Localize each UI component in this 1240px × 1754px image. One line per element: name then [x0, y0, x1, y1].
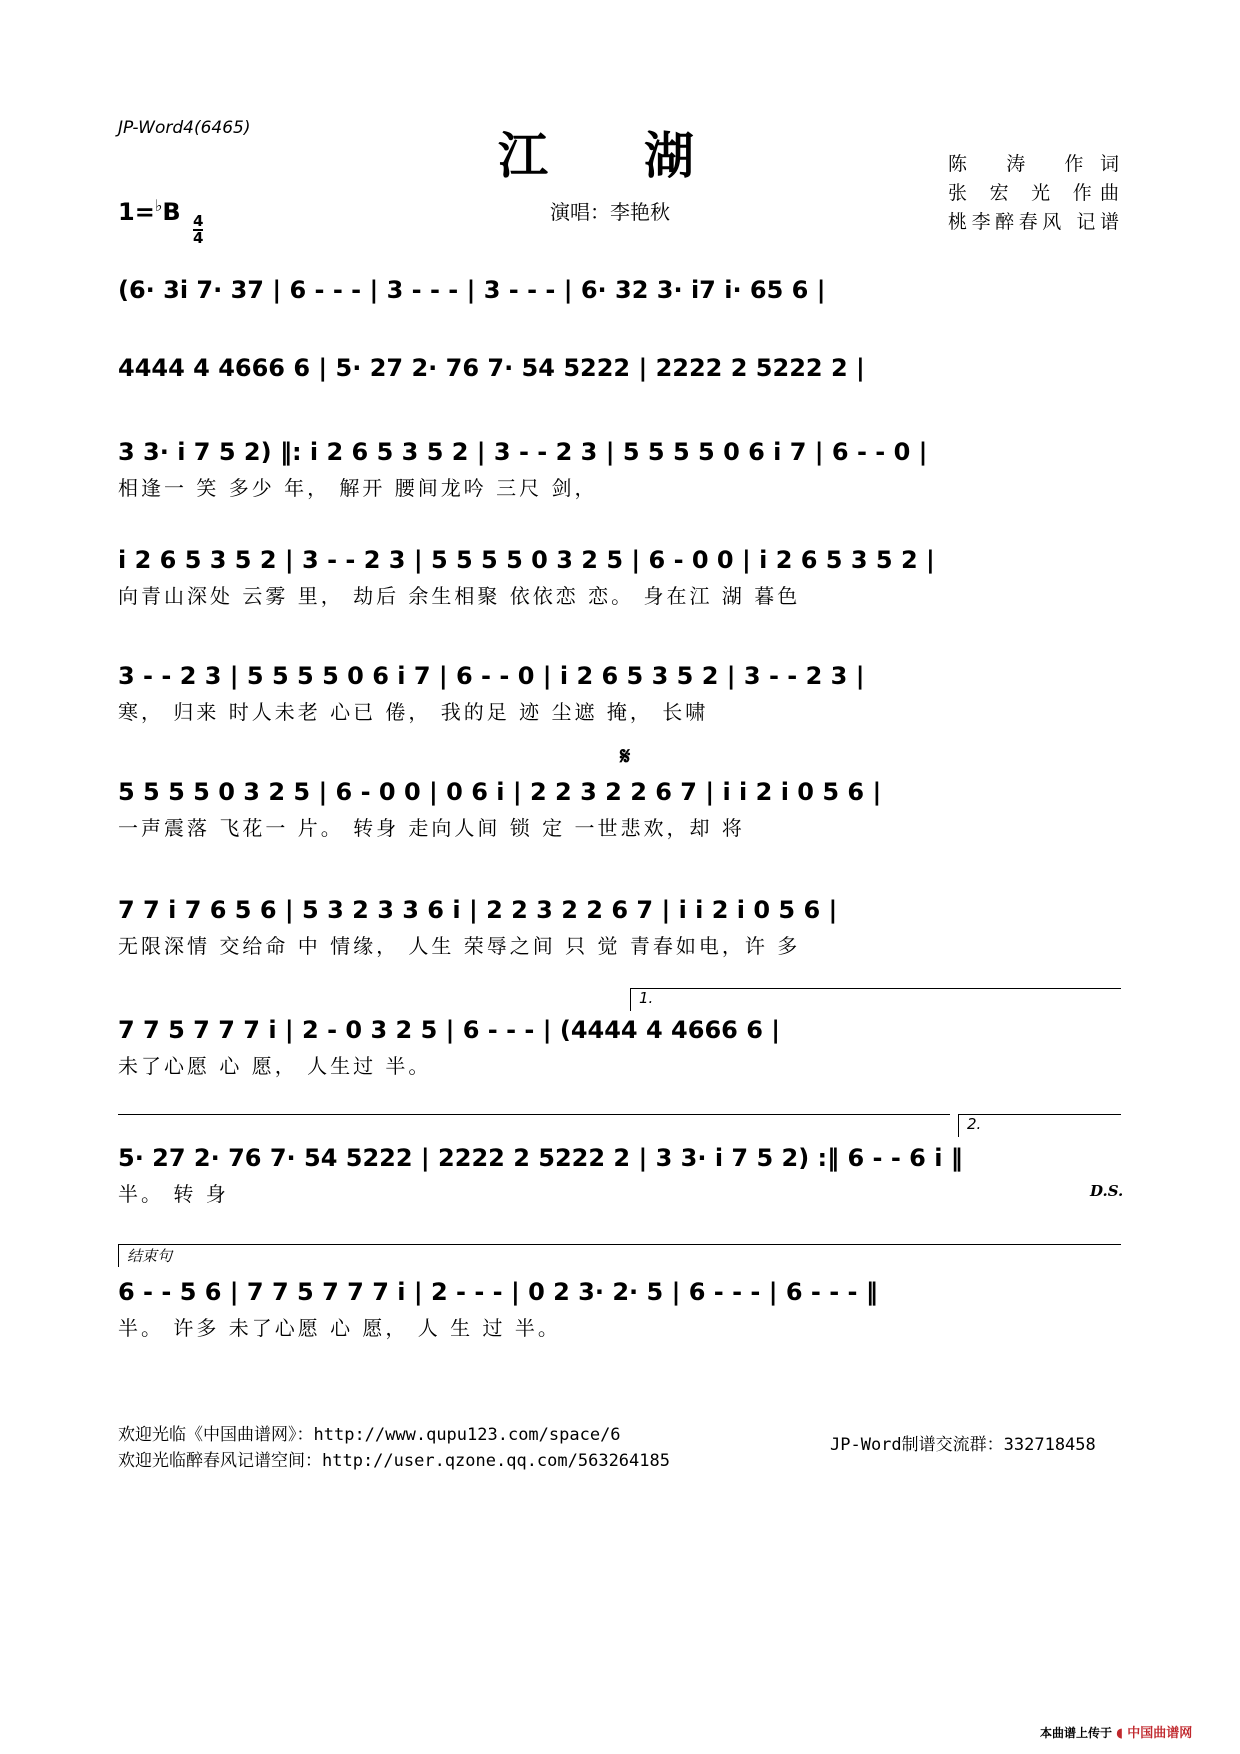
software-version: JP-Word4(6465) — [118, 118, 251, 138]
notes-line: 6 - - 5 6 | 7 7 5 7 7 7 i | 2 - - - | 0 2 3· 2· 5 | 6 - - - | 6 - - - ‖ — [118, 1278, 878, 1306]
lyrics-line: 半。 许多 未了心愿 心 愿， 人 生 过 半。 — [118, 1316, 561, 1340]
lyrics-line: 一声震落 飞花一 片。 转身 走向人间 锁 定 一世悲欢，却 将 — [118, 816, 745, 840]
key-note: B — [162, 198, 181, 226]
lyrics-line: 半。 转 身 — [118, 1182, 229, 1206]
time-signature — [193, 214, 203, 246]
time-bottom: 4 — [193, 229, 204, 247]
key-signature — [118, 196, 203, 246]
footer-link-qupu[interactable]: 欢迎光临《中国曲谱网》：http://www.qupu123.com/space/6 — [118, 1425, 621, 1445]
upload-site[interactable]: 中国曲谱网 — [1127, 1726, 1193, 1741]
notes-line: 3 3· i 7 5 2) ‖: i 2 6 5 3 5 2 | 3 - - 2 3 | 5 5 5 5 0 6 i 7 | 6 - - 0 | — [118, 438, 928, 466]
notes-line: (6· 3i 7· 37 | 6 - - - | 3 - - - | 3 - - - | 6· 32 3· i7 i· 65 6 | — [118, 276, 826, 304]
notes-line: 4444 4 4666 6 | 5· 27 2· 76 7· 54 5222 | 2222 2 5222 2 | — [118, 354, 865, 382]
credits — [948, 150, 1120, 237]
transcriber: 桃李醉春风 记谱 — [948, 211, 1120, 233]
first-ending-bracket: 1. — [630, 988, 1121, 1011]
lyrics-line: 向青山深处 云雾 里， 劫后 余生相聚 依依恋 恋。 身在江 湖 暮色 — [118, 584, 801, 608]
segno-sign: 𝄋 — [620, 742, 631, 770]
song-title: 江湖 — [498, 126, 790, 185]
lyrics-line: 未了心愿 心 愿， 人生过 半。 — [118, 1054, 432, 1078]
upload-notice — [1040, 1722, 1192, 1741]
key-prefix: 1= — [118, 198, 155, 226]
flat-sign: ♭ — [154, 196, 163, 215]
site-logo-icon: ◖ — [1116, 1726, 1124, 1741]
notes-line: 7 7 5 7 7 7 i | 2 - 0 3 2 5 | 6 - - - | (4444 4 4666 6 | — [118, 1016, 781, 1044]
upload-prefix: 本曲谱上传于 — [1040, 1726, 1113, 1740]
composer: 张 宏 光 作曲 — [948, 182, 1120, 204]
second-ending-bracket: 2. — [958, 1114, 1121, 1137]
lyrics-line: 相逢一 笑 多少 年， 解开 腰间龙吟 三尺 剑， — [118, 476, 598, 500]
ds-marking: D.S. — [1090, 1182, 1124, 1200]
notes-line: 5 5 5 5 0 3 2 5 | 6 - 0 0 | 0 6 i | 2 2 3 2 2 6 7 | i i 2 i 0 5 6 | — [118, 778, 882, 806]
footer-link-qzone[interactable]: 欢迎光临醉春风记谱空间：http://user.qzone.qq.com/563264185 — [118, 1451, 670, 1471]
lyrics-line: 寒， 归来 时人未老 心已 倦， 我的足 迹 尘遮 掩， 长啸 — [118, 700, 709, 724]
footer-links — [118, 1422, 670, 1474]
notes-line: 5· 27 2· 76 7· 54 5222 | 2222 2 5222 2 | 3 3· i 7 5 2) :‖ 6 - - 6 i ‖ — [118, 1144, 963, 1172]
coda-bracket: 结束句 — [118, 1244, 1121, 1267]
lyricist: 陈 涛 作词 — [948, 153, 1120, 175]
notes-line: 7 7 i 7 6 5 6 | 5 3 2 3 3 6 i | 2 2 3 2 2 6 7 | i i 2 i 0 5 6 | — [118, 896, 838, 924]
time-top: 4 — [193, 212, 204, 230]
notes-line: i 2 6 5 3 5 2 | 3 - - 2 3 | 5 5 5 5 0 3 2 5 | 6 - 0 0 | i 2 6 5 3 5 2 | — [118, 546, 935, 574]
footer-group: JP-Word制谱交流群：332718458 — [830, 1435, 1096, 1455]
lyrics-line: 无限深情 交给命 中 情缘， 人生 荣辱之间 只 觉 青春如电，许 多 — [118, 934, 801, 958]
notes-line: 3 - - 2 3 | 5 5 5 5 0 6 i 7 | 6 - - 0 | i 2 6 5 3 5 2 | 3 - - 2 3 | — [118, 662, 865, 690]
singer: 演唱：李艳秋 — [550, 200, 670, 224]
